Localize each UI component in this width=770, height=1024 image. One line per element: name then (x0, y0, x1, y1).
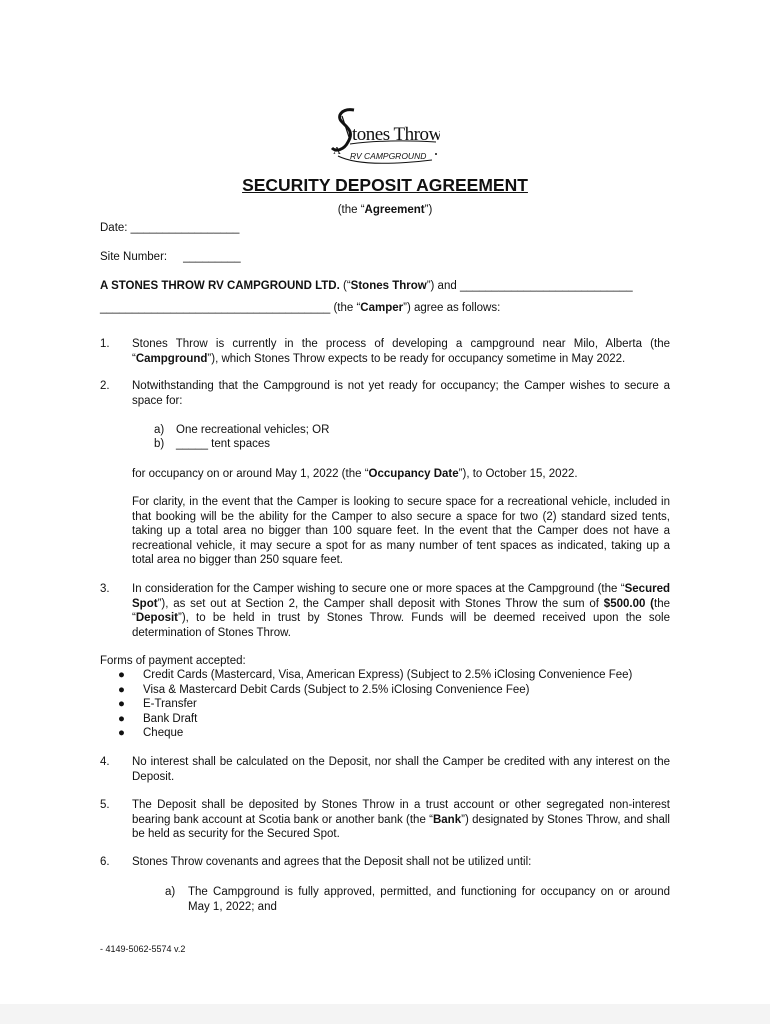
logo-graphic (328, 106, 440, 168)
list-item: ● Cheque (118, 727, 184, 739)
clause-2-option-b-text: _____ tent spaces (176, 438, 270, 450)
occupancy-date-line: for occupancy on or around May 1, 2022 (the “Occupancy Date”), to October 15, 2022. (132, 468, 578, 480)
clause-2-option-a-text: One recreational vehicles; OR (176, 424, 330, 436)
svg-text:A: A (333, 145, 341, 157)
clause-2-number: 2. (100, 380, 110, 392)
clause-6-number: 6. (100, 856, 110, 868)
agreement-subtitle: (the “Agreement”) (337, 204, 433, 216)
bullet-icon: ● (118, 683, 125, 696)
clause-2-option-a-label: a) (154, 424, 165, 436)
document-id-footer: - 4149-5062-5574 v.2 (100, 944, 186, 954)
clause-2-option-b-label: b) (154, 438, 165, 450)
clause-6-text: Stones Throw covenants and agrees that the Deposit shall not be utilized until: (132, 856, 532, 868)
clause-4-text: No interest shall be calculated on the Deposit, nor shall the Camper be credited with any interest on the Deposit. (132, 756, 670, 783)
payment-forms-list (118, 668, 678, 741)
clause-3-text: In consideration for the Camper wishing to secure one or more spaces at the Campground (the “Secured Spot”), as set out at Section 2, the Camper shall deposit with Stones Throw the sum of $500.00 (the “Deposit”), to be held in trust by Stones Throw. Funds will be deemed received upon the sole determination of Stones Throw. (132, 583, 670, 639)
payment-forms-heading: Forms of payment accepted: (100, 655, 246, 667)
clarity-paragraph: For clarity, in the event that the Camper is looking to secure space for a recreational vehicle, included in that booking will be the ability for the Camper to also secure a space for two (2) standard sized tents, taking up a total area no bigger than 100 square feet. In the event that the Camper does not have a recreational vehicle, it may secure a spot for as many number of tent spaces as indicated, taking up a total area no bigger than 250 square feet. (132, 496, 670, 566)
bullet-icon: ● (118, 698, 125, 710)
clause-3-number: 3. (100, 583, 110, 595)
list-item: ● Bank Draft (118, 712, 198, 725)
parties-line-2: ____________________________________ (the “Camper”) agree as follows: (100, 302, 501, 314)
svg-text:RV CAMPGROUND: RV CAMPGROUND (350, 151, 427, 161)
list-item: ● E-Transfer (118, 698, 197, 710)
bullet-icon: ● (118, 712, 125, 725)
bullet-icon: ● (118, 727, 125, 739)
clause-5-text: The Deposit shall be deposited by Stones Throw in a trust account or other segregated non-interest bearing bank account at Scotia bank or another bank (the “Bank”) designated by Stones Throw, and shall be held as security for the Secured Spot. (132, 799, 670, 840)
document-title: SECURITY DEPOSIT AGREEMENT (242, 175, 528, 195)
clause-2-text: Notwithstanding that the Campground is not yet ready for occupancy; the Camper wishes to secure a space for: (132, 380, 670, 407)
bullet-icon: ● (118, 669, 125, 681)
page-bottom-strip (0, 1004, 770, 1024)
stones-throw-logo (328, 106, 440, 168)
clause-1-number: 1. (100, 338, 110, 350)
list-item: ● Visa & Mastercard Debit Cards (Subject to 2.5% iClosing Convenience Fee) (118, 683, 530, 696)
clause-6-sub-a-label: a) (165, 886, 176, 898)
parties-line-1: A STONES THROW RV CAMPGROUND LTD. (“Stones Throw”) and ___________________________ (100, 280, 633, 292)
date-field-line: Date: _________________ (100, 222, 240, 234)
clause-4-number: 4. (100, 756, 110, 768)
list-item: ● Credit Cards (Mastercard, Visa, American Express) (Subject to 2.5% iClosing Convenience Fee) (118, 669, 633, 681)
clause-5-number: 5. (100, 799, 110, 811)
clause-6-sub-a-text: The Campground is fully approved, permitted, and functioning for occupancy on or around May 1, 2022; and (188, 886, 670, 913)
clause-1-text: Stones Throw is currently in the process of developing a campground near Milo, Alberta (the “Campground”), which Stones Throw expects to be ready for occupancy sometime in May 2022. (132, 338, 670, 365)
site-number-line: Site Number: _________ (100, 251, 241, 263)
svg-text:tones Throw: tones Throw (352, 124, 440, 145)
